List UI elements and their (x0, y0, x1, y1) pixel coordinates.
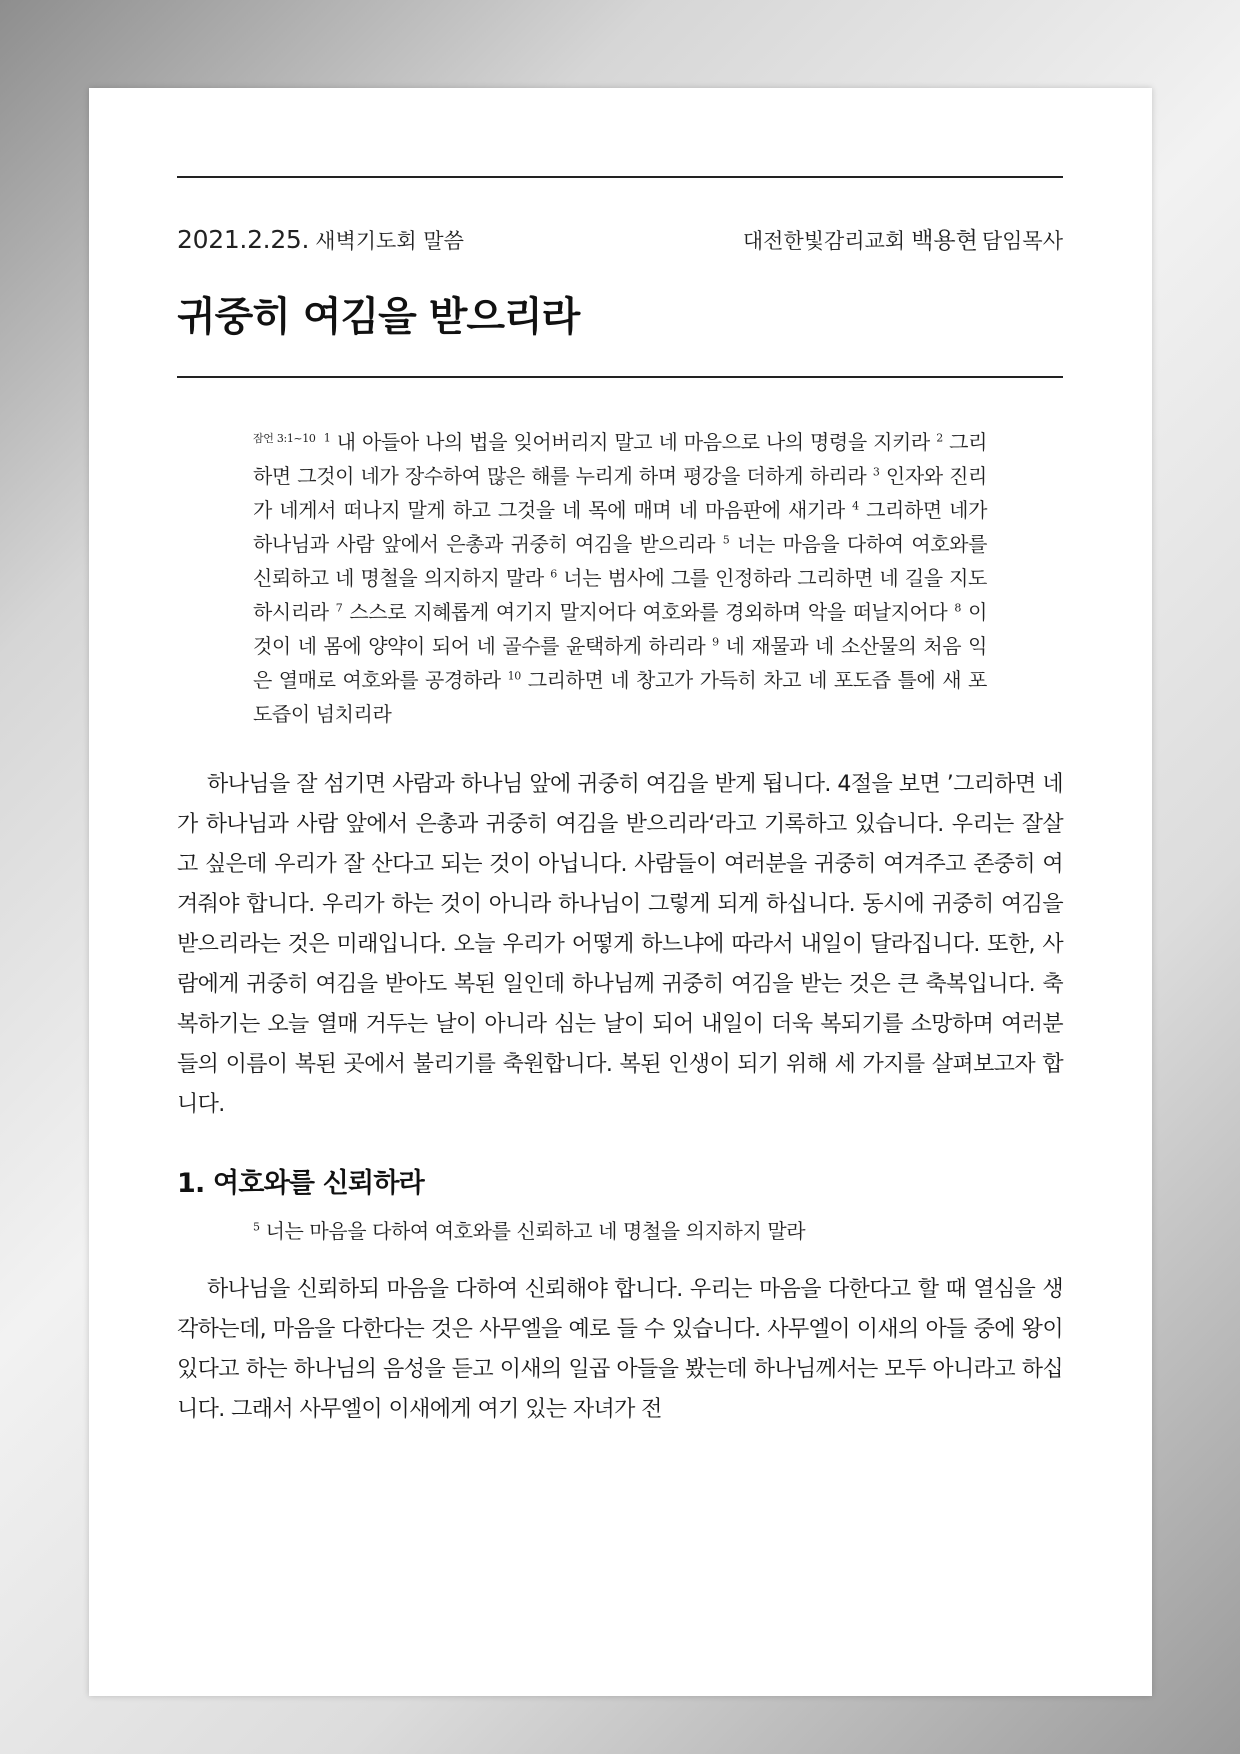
verse-number: 4 (852, 499, 859, 513)
sermon-date-line (177, 225, 464, 255)
sermon-date: 2021.2.25. (177, 225, 310, 254)
verse-number: 9 (712, 635, 719, 649)
verse-text: 그리하면 네 창고가 가득히 차고 네 포도즙 틀에 새 포도즙이 넘치리라 (253, 668, 987, 726)
pastor-name: 백용현 (911, 228, 978, 254)
verse-text: 내 아들아 나의 법을 잊어버리지 말고 네 마음으로 나의 명령을 지키라 (336, 430, 930, 454)
verse-text: 너는 범사에 그를 인정하라 그리하면 네 길을 지도하시리라 (253, 566, 987, 624)
verse-text: 이것이 네 몸에 양약이 되어 네 골수를 윤택하게 하리라 (253, 600, 987, 658)
verse-number: 1 (323, 431, 331, 445)
section-verse-number: 5 (253, 1220, 260, 1234)
preacher-line (743, 222, 1063, 255)
scripture-passage (253, 422, 987, 731)
verse-text: 너는 마음을 다하여 여호와를 신뢰하고 네 명철을 의지하지 말라 (253, 532, 988, 590)
section-paragraph-1: 하나님을 신뢰하되 마음을 다하여 신뢰해야 합니다. 우리는 마음을 다한다고 할 때 열심을 생각하는데, 마음을 다한다는 것은 사무엘을 예로 들 수 있습니다. 사무엘이 이새의 아들 중에 왕이 있다고 하는 하나님의 음성을 듣고 이새의 일곱 아들을 봤는데 하나님께서는 모두 아니라고 하십니다. 그래서 사무엘이 이새에게 여기 있는 자녀가 전 (177, 1277, 1063, 1422)
verse-number: 2 (936, 431, 943, 445)
section-verse-quote (253, 1214, 1063, 1248)
service-name: 새벽기도회 말씀 (315, 229, 464, 253)
sermon-meta (177, 222, 1063, 255)
scripture-reference: 잠언 3:1~10 (253, 432, 316, 445)
verse-number: 10 (507, 669, 521, 683)
section-verse-text: 너는 마음을 다하여 여호와를 신뢰하고 네 명철을 의지하지 말라 (265, 1219, 806, 1243)
verse-text: 네 재물과 네 소산물의 처음 익은 열매로 여호와를 공경하라 (253, 634, 987, 692)
top-rule (177, 176, 1063, 178)
sermon-title: 귀중히 여김을 받으리라 (177, 294, 580, 340)
verse-text: 그리하면 네가 하나님과 사람 앞에서 은총과 귀중히 여김을 받으리라 (253, 498, 987, 556)
document-page (89, 88, 1152, 1696)
section-heading-1: 1. 여호와를 신뢰하라 (177, 1168, 424, 1199)
verse-text: 스스로 지혜롭게 여기지 말지어다 여호와를 경외하며 악을 떠날지어다 (349, 600, 948, 624)
verse-number: 8 (954, 601, 962, 615)
verse-number: 3 (872, 465, 880, 479)
verse-text: 그리하면 그것이 네가 장수하여 많은 해를 누리게 하며 평강을 더하게 하리라 (253, 430, 987, 488)
intro-paragraph: 하나님을 잘 섬기면 사람과 하나님 앞에 귀중히 여김을 받게 됩니다. 4절을 보면 ’그리하면 네가 하나님과 사람 앞에서 은총과 귀중히 여김을 받으리라‘라고 기록하고 있습니다. 우리는 잘살고 싶은데 우리가 잘 산다고 되는 것이 아닙니다. 사람들이 여러분을 귀중히 여겨주고 존중히 여겨줘야 합니다. 우리가 하는 것이 아니라 하나님이 그렇게 되게 하십니다. 동시에 귀중히 여김을 받으리라는 것은 미래입니다. 오늘 우리가 어떻게 하느냐에 따라서 내일이 달라집니다. 또한, 사람에게 귀중히 여김을 받아도 복된 일인데 하나님께 귀중히 여김을 받는 것은 큰 축복입니다. 축복하기는 오늘 열매 거두는 날이 아니라 심는 날이 되어 내일이 더욱 복되기를 소망하며 여러분들의 이름이 복된 곳에서 불리기를 축원합니다. 복된 인생이 되기 위해 세 가지를 살펴보고자 합니다. (177, 772, 1063, 1117)
pastor-title: 담임목사 (981, 229, 1063, 253)
verse-number: 7 (335, 601, 343, 615)
verse-number: 6 (550, 567, 557, 581)
church-name: 대전한빛감리교회 (742, 229, 906, 253)
verse-text: 인자와 진리가 네게서 떠나지 말게 하고 그것을 네 목에 매며 네 마음판에 새기라 (253, 464, 987, 522)
page-content (177, 176, 1063, 1430)
title-rule (177, 376, 1063, 378)
verse-number: 5 (722, 533, 730, 547)
